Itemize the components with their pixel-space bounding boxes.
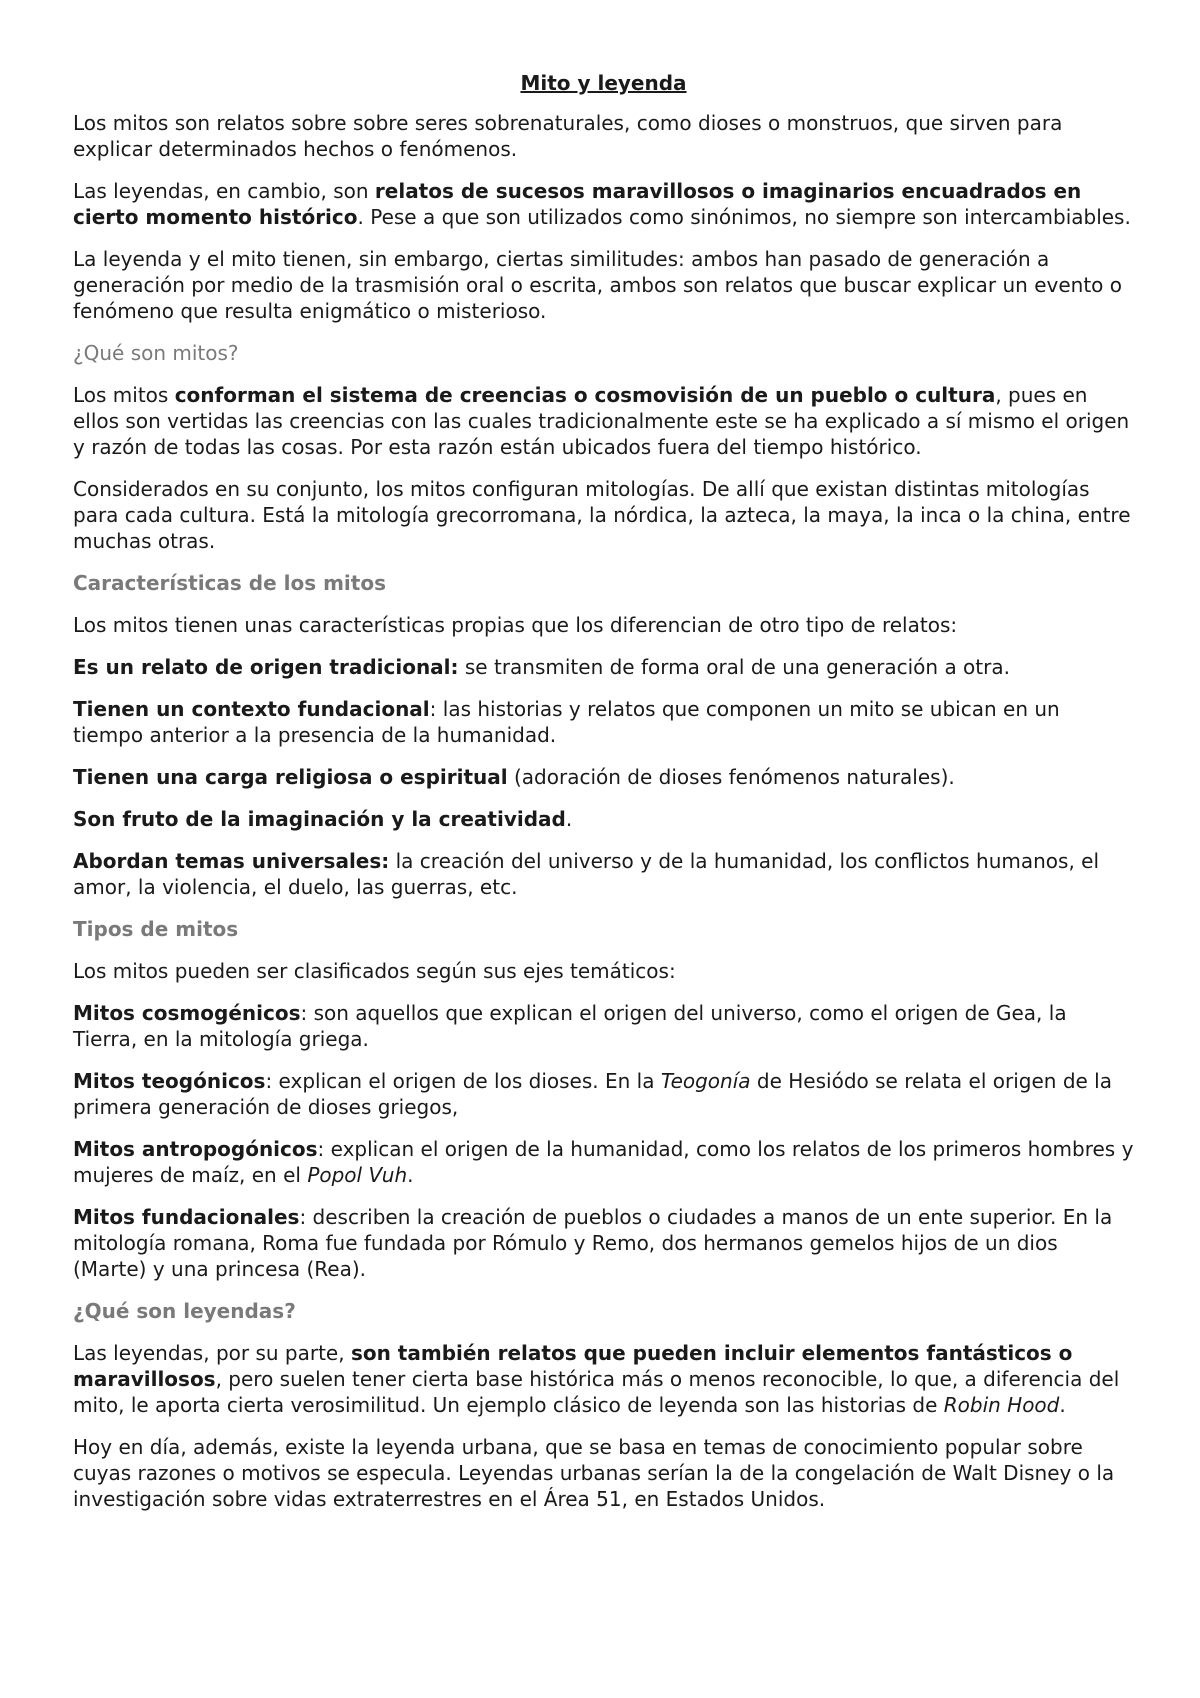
bold-run: conforman el sistema de creencias o cosmovisión de un pueblo o cultura xyxy=(174,383,996,407)
bold-run: Son fruto de la imaginación y la creatividad xyxy=(73,807,566,831)
text-run: , pero suelen tener cierta base histórica más o menos reconocible, lo que, a diferencia del mito, le aporta cierta verosimilitud. Un ejemplo clásico de leyenda son las historias de xyxy=(73,1367,1120,1417)
paragraph-caracteristicas-intro: Los mitos tienen unas características propias que los diferencian de otro tipo de relatos: xyxy=(73,613,958,637)
text-run: Las leyendas, en cambio, son xyxy=(73,179,375,203)
tipo-item xyxy=(73,1068,1134,1120)
caracteristica-item xyxy=(73,654,1134,680)
paragraph-leyendas-definicion xyxy=(73,1340,1134,1418)
tipo-item xyxy=(73,1136,1134,1188)
text-run: la creación del universo y de la humanidad, los conflictos humanos, el amor, la violencia, el duelo, las guerras, etc. xyxy=(73,849,1100,899)
paragraph-leyendas-intro xyxy=(73,178,1134,230)
text-run: . xyxy=(407,1163,414,1187)
italic-run: Teogonía xyxy=(660,1069,751,1093)
paragraph-mitos-cosmovision xyxy=(73,382,1134,460)
text-run: : explican el origen de los dioses. En la xyxy=(265,1069,661,1093)
tipo-item xyxy=(73,1000,1134,1052)
bold-run: son también relatos que pueden incluir elementos fantásticos o maravillosos xyxy=(73,1341,1073,1391)
document-title: Mito y leyenda xyxy=(520,71,687,95)
text-run: : describen la creación de pueblos o ciudades a manos de un ente superior. En la mitología romana, Roma fue fundada por Rómulo y Remo, dos hermanos gemelos hijos de un dios (Marte) y una princesa (Rea). xyxy=(73,1205,1113,1281)
tipo-item xyxy=(73,1204,1134,1282)
heading-tipos: Tipos de mitos xyxy=(73,917,239,941)
text-run: : las historias y relatos que componen un mito se ubican en un tiempo anterior a la presencia de la humanidad. xyxy=(73,697,1060,747)
heading-caracteristicas: Características de los mitos xyxy=(73,571,386,595)
italic-run: Popol Vuh xyxy=(307,1163,408,1187)
paragraph-tipos-intro: Los mitos pueden ser clasificados según sus ejes temáticos: xyxy=(73,959,676,983)
bold-run: Mitos teogónicos xyxy=(73,1069,266,1093)
caracteristica-item xyxy=(73,848,1134,900)
text-run: , pues en ellos son vertidas las creencias con las cuales tradicionalmente este se ha explicado a sí mismo el origen y razón de todas las cosas. Por esta razón están ubicados fuera del tiempo histórico. xyxy=(73,383,1130,459)
bold-run: Mitos cosmogénicos xyxy=(73,1001,301,1025)
text-run: (adoración de dioses fenómenos naturales). xyxy=(507,765,955,789)
heading-que-son-leyendas: ¿Qué son leyendas? xyxy=(73,1299,296,1323)
text-run: : son aquellos que explican el origen del universo, como el origen de Gea, la Tierra, en la mitología griega. xyxy=(73,1001,1067,1051)
bold-run: Tienen un contexto fundacional xyxy=(73,697,430,721)
text-run: se transmiten de forma oral de una generación a otra. xyxy=(458,655,1010,679)
bold-run: Es un relato de origen tradicional: xyxy=(73,655,459,679)
text-run: : explican el origen de la humanidad, como los relatos de los primeros hombres y mujeres de maíz, en el xyxy=(73,1137,1134,1187)
bold-run: Tienen una carga religiosa o espiritual xyxy=(73,765,508,789)
text-run: Los mitos xyxy=(73,383,175,407)
text-run: Las leyendas, por su parte, xyxy=(73,1341,351,1365)
bold-run: Mitos antropogónicos xyxy=(73,1137,318,1161)
italic-run: Robin Hood xyxy=(943,1393,1060,1417)
bold-run: Mitos fundacionales xyxy=(73,1205,300,1229)
bold-run: relatos de sucesos maravillosos o imaginarios encuadrados en cierto momento histórico xyxy=(73,179,1082,229)
bold-run: Abordan temas universales: xyxy=(73,849,390,873)
paragraph-mitologias: Considerados en su conjunto, los mitos configuran mitologías. De allí que existan distintas mitologías para cada cultura. Está la mitología grecorromana, la nórdica, la azteca, la maya, la inca o la china, entre muchas otras. xyxy=(73,477,1131,553)
heading-que-son-mitos: ¿Qué son mitos? xyxy=(73,341,239,365)
caracteristica-item xyxy=(73,764,1134,790)
text-run: . Pese a que son utilizados como sinónimos, no siempre son intercambiables. xyxy=(357,205,1131,229)
text-run: de Hesiódo se relata el origen de la primera generación de dioses griegos, xyxy=(73,1069,1112,1119)
paragraph-leyenda-urbana: Hoy en día, además, existe la leyenda urbana, que se basa en temas de conocimiento popular sobre cuyas razones o motivos se especula. Leyendas urbanas serían la de la congelación de Walt Disney o la investigación sobre vidas extraterrestres en el Área 51, en Estados Unidos. xyxy=(73,1435,1115,1511)
paragraph-mitos-intro: Los mitos son relatos sobre sobre seres sobrenaturales, como dioses o monstruos, que sirven para explicar determinados hechos o fenómenos. xyxy=(73,111,1063,161)
text-run: . xyxy=(565,807,573,831)
paragraph-similitudes: La leyenda y el mito tienen, sin embargo, ciertas similitudes: ambos han pasado de generación a generación por medio de la trasmisión oral o escrita, ambos son relatos que buscar explicar un evento o fenómeno que resulta enigmático o misterioso. xyxy=(73,247,1122,323)
caracteristica-item xyxy=(73,806,1134,832)
caracteristica-item xyxy=(73,696,1134,748)
text-run: . xyxy=(1059,1393,1066,1417)
